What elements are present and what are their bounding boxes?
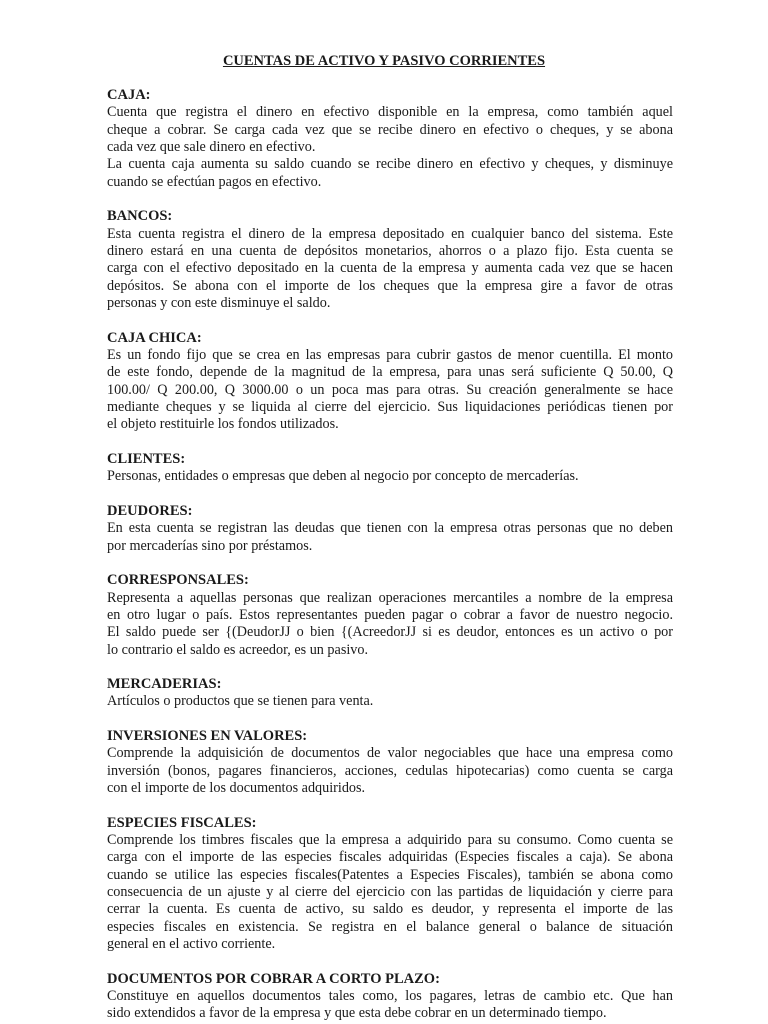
paragraph-line: Comprende los timbres fiscales que la empresa a adquirido para su consumo. Como cuenta se — [107, 832, 673, 849]
paragraph-line: El saldo puede ser {(DeudorJJ o bien {(AcreedorJJ si es deudor, entonces es un activo o por — [107, 624, 673, 641]
section-spacer — [107, 659, 673, 676]
paragraph-line: Constituye en aquellos documentos tales como, los pagares, letras de cambio etc. Que han — [107, 988, 673, 1005]
section-heading: CAJA CHICA: — [107, 329, 202, 346]
paragraph-line: Cuenta que registra el dinero en efectivo disponible en la empresa, como también aquel — [107, 104, 673, 121]
paragraph-line: con el importe de los documentos adquiridos. — [107, 780, 366, 797]
section — [107, 503, 673, 572]
section-paragraph — [107, 468, 673, 485]
paragraph-line: en otro lugar o país. Estos representantes pueden pagar o cobrar a favor de nuestro negocio. — [107, 606, 673, 623]
paragraph-line: cheque a cobrar. Se carga cada vez que se recibe dinero en efectivo o cheques, y se abona — [107, 121, 673, 138]
section-paragraph — [107, 693, 673, 710]
section-spacer — [107, 434, 673, 451]
section — [107, 208, 673, 329]
paragraph-line: 100.00/ Q 200.00, Q 3000.00 o un poca mas para otras. Su creación generalmente se hace — [107, 381, 673, 398]
paragraph-line: especies fiscales en existencia. Se registra en el balance general o balance de situación — [107, 918, 673, 935]
section — [107, 572, 673, 676]
paragraph-line: depósitos. Se abona con el importe de los cheques que la empresa gire a favor de otras — [107, 277, 673, 294]
section-spacer — [107, 711, 673, 728]
section-heading: ESPECIES FISCALES: — [107, 814, 257, 831]
section — [107, 451, 673, 503]
paragraph-line: carga con el importe de las especies fiscales adquiridas (Especies fiscales a caja). Se abona — [107, 849, 673, 866]
section-heading: DOCUMENTOS POR COBRAR A CORTO PLAZO: — [107, 970, 440, 987]
paragraph-line: La cuenta caja aumenta su saldo cuando se recibe dinero en efectivo y cheques, y disminuye — [107, 156, 673, 173]
section-paragraph — [107, 347, 673, 434]
section-heading: MERCADERIAS: — [107, 676, 222, 693]
section-heading: BANCOS: — [107, 208, 173, 225]
section-heading: CAJA: — [107, 87, 151, 103]
section-spacer — [107, 797, 673, 814]
paragraph-line: personas y con este disminuye el saldo. — [107, 294, 331, 311]
paragraph-line: En esta cuenta se registran las deudas que tienen con la empresa otras personas que no deben — [107, 520, 673, 537]
paragraph-line: cuando se efectúan pagos en efectivo. — [107, 173, 322, 190]
section-heading: CLIENTES: — [107, 450, 186, 467]
paragraph-line: Es un fondo fijo que se crea en las empresas para cubrir gastos de menor cuentilla. El monto — [107, 346, 673, 363]
paragraph-line: consecuencia de un ajuste y al cierre del ejercicio con las partidas de liquidación y cierre para — [107, 884, 673, 901]
section-paragraph — [107, 832, 673, 953]
section-heading: DEUDORES: — [107, 502, 193, 519]
section — [107, 87, 673, 208]
paragraph-line: carga con el efectivo depositado en la cuenta de la empresa y aumenta cada vez que se hacen — [107, 260, 673, 277]
paragraph-line: cuando se utilice las especies fiscales(Patentes a Especies Fiscales), también se abona como — [107, 866, 673, 883]
section-paragraph — [107, 226, 673, 313]
section — [107, 728, 673, 815]
section — [107, 330, 673, 451]
section-spacer — [107, 312, 673, 329]
section-paragraph — [107, 745, 673, 797]
paragraph-line: Personas, entidades o empresas que deben al negocio por concepto de mercaderías. — [107, 468, 579, 485]
paragraph-line: cada vez que sale dinero en efectivo. — [107, 138, 316, 155]
section-paragraph — [107, 520, 673, 555]
paragraph-line: el objeto restituirle los fondos utilizados. — [107, 416, 339, 433]
paragraph-line: cerrar la cuenta. Es cuenta de activo, su saldo es deudor, y representa el importe de las — [107, 901, 673, 918]
section-spacer — [107, 953, 673, 970]
section-paragraph — [107, 156, 673, 191]
paragraph-line: de este fondo, depende de la magnitud de la empresa, para unas será suficiente Q 50.00, Q — [107, 364, 673, 381]
section — [107, 971, 673, 1023]
paragraph-line: general en el activo corriente. — [107, 936, 276, 953]
paragraph-line: dinero estará en una cuenta de depósitos monetarios, ahorros o a plazo fijo. Esta cuenta se — [107, 242, 673, 259]
section — [107, 676, 673, 728]
section-heading: CORRESPONSALES: — [107, 572, 249, 589]
section-paragraph — [107, 590, 673, 659]
document-title: CUENTAS DE ACTIVO Y PASIVO CORRIENTES — [222, 53, 546, 69]
paragraph-line: Comprende la adquisición de documentos de valor negociables que hace una empresa como — [107, 745, 673, 762]
paragraph-line: sido extendidos a favor de la empresa y que esta debe cobrar en un determinado tiempo. — [107, 1005, 607, 1022]
paragraph-line: inversión (bonos, pagares financieros, acciones, cedulas hipotecarias) como cuenta se carga — [107, 762, 673, 779]
section-spacer — [107, 191, 673, 208]
paragraph-line: mediante cheques y se liquida al cierre del ejercicio. Sus liquidaciones periódicas tienen por — [107, 398, 673, 415]
section-heading: INVERSIONES EN VALORES: — [107, 728, 308, 745]
document-body — [107, 87, 673, 1023]
paragraph-line: lo contrario el saldo es acreedor, es un pasivo. — [107, 641, 369, 658]
section-spacer — [107, 555, 673, 572]
section-spacer — [107, 486, 673, 503]
paragraph-line: por mercaderías sino por préstamos. — [107, 537, 313, 554]
paragraph-line: Representa a aquellas personas que realizan operaciones mercantiles a nombre de la empresa — [107, 589, 673, 606]
paragraph-line: Esta cuenta registra el dinero de la empresa depositado en cualquier banco del sistema. Este — [107, 225, 673, 242]
section-paragraph — [107, 104, 673, 156]
paragraph-line: Artículos o productos que se tienen para venta. — [107, 693, 374, 710]
section-paragraph — [107, 988, 673, 1023]
section — [107, 815, 673, 971]
